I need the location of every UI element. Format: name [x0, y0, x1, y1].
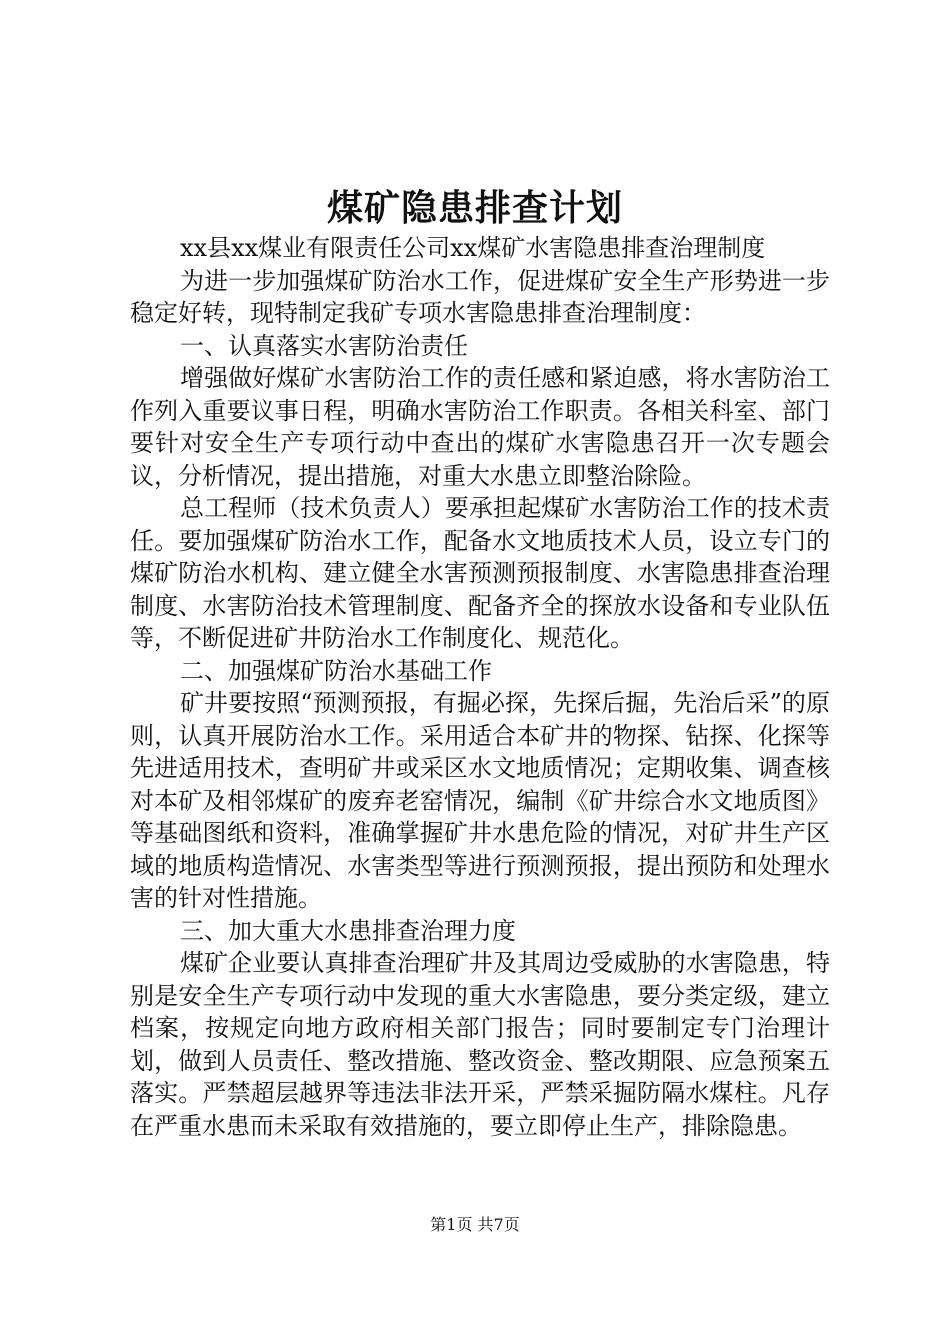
body-paragraph: 增强做好煤矿水害防治工作的责任感和紧迫感，将水害防治工作列入重要议事日程，明确水害防治工作职责。各相关科室、部门要针对安全生产专项行动中查出的煤矿水害隐患召开一次专题会议，分析情况，提出措施，对重大水患立即整治除险。: [130, 364, 830, 490]
body-paragraph: 矿井要按照“预测预报，有掘必探，先探后掘，先治后采”的原则，认真开展防治水工作。采用适合本矿井的物探、钻探、化探等先进适用技术，查明矿井或采区水文地质情况；定期收集、调查核对本矿及相邻煤矿的废弃老窑情况，编制《矿井综合水文地质图》等基础图纸和资料，准确掌握矿井水患危险的情况，对矿井生产区域的地质构造情况、水害类型等进行预测预报，提出预防和处理水害的针对性措施。: [130, 689, 830, 912]
section-heading-2: 二、加强煤矿防治水基础工作: [180, 656, 492, 685]
page-number-footer: 第1页 共7页: [430, 1215, 520, 1234]
body-paragraph: 煤矿企业要认真排查治理矿井及其周边受威胁的水害隐患，特别是安全生产专项行动中发现的重大水害隐患，要分类定级，建立档案，按规定向地方政府相关部门报告；同时要制定专门治理计划，做到人员责任、整改措施、整改资金、整改期限、应急预案五落实。严禁超层越界等违法非法开采，严禁采掘防隔水煤柱。凡存在严重水患而未采取有效措施的，要立即停止生产，排除隐患。: [130, 949, 830, 1140]
body-paragraph-subtitle: xx县xx煤业有限责任公司xx煤矿水害隐患排查治理制度: [180, 234, 766, 262]
document-title: 煤矿隐患排查计划: [326, 188, 623, 229]
section-heading-3: 三、加大重大水患排查治理力度: [180, 916, 516, 945]
document-body: [130, 232, 830, 1142]
section-heading-1: 一、认真落实水害防治责任: [180, 331, 468, 360]
body-paragraph: 总工程师（技术负责人）要承担起煤矿水害防治工作的技术责任。要加强煤矿防治水工作，配备水文地质技术人员，设立专门的煤矿防治水机构、建立健全水害预测预报制度、水害隐患排查治理制度、水害防治技术管理制度、配备齐全的探放水设备和专业队伍等，不断促进矿井防治水工作制度化、规范化。: [130, 494, 830, 652]
body-paragraph-intro: 为进一步加强煤矿防治水工作，促进煤矿安全生产形势进一步稳定好转，现特制定我矿专项水害隐患排查治理制度：: [130, 266, 830, 327]
